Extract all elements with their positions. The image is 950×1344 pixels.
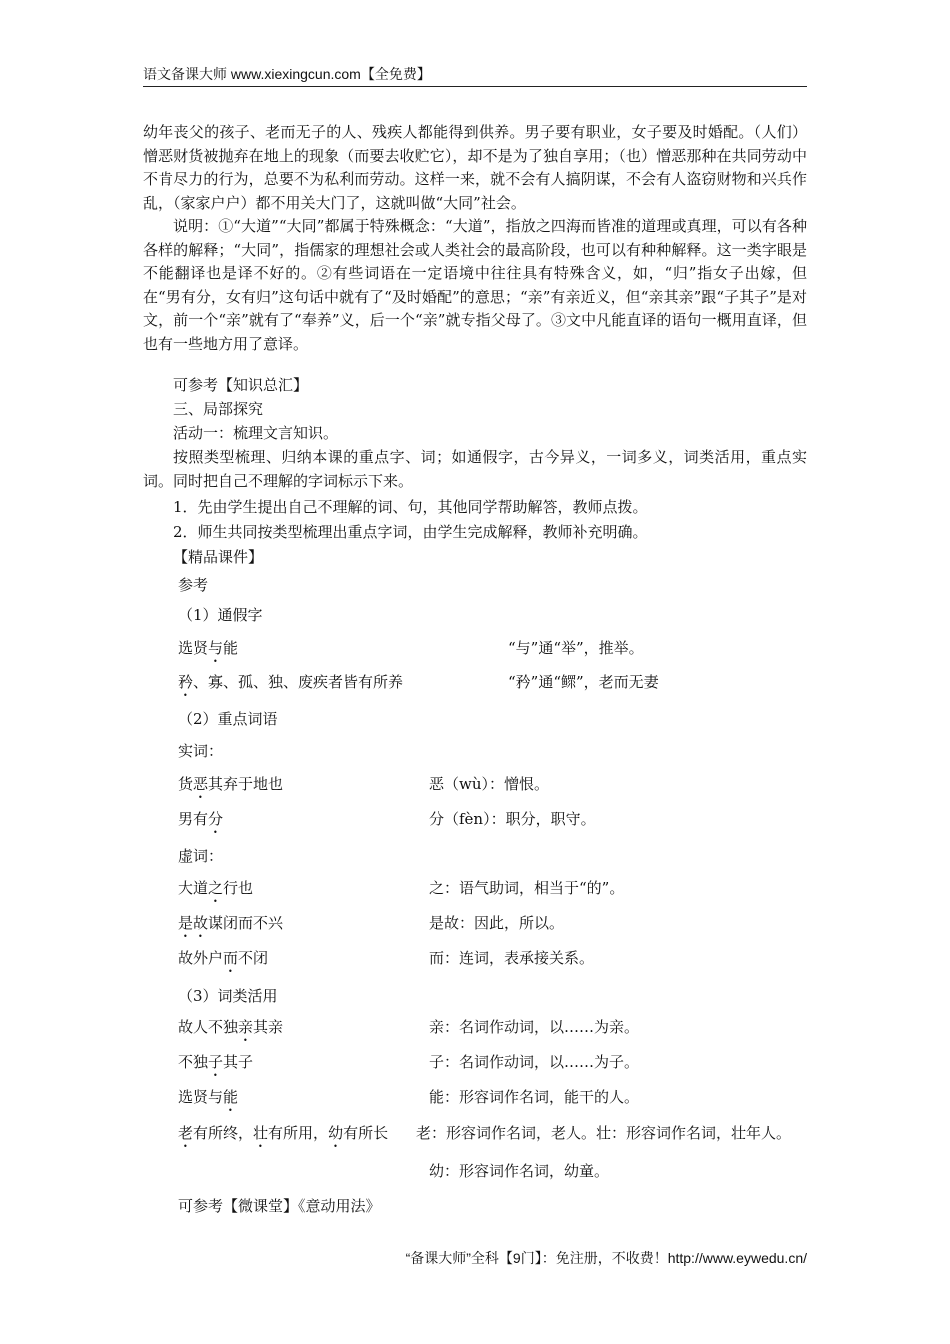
example-note: 子：名词作动词，以……为子。: [429, 1053, 640, 1071]
shici-label: 实词：: [178, 742, 224, 760]
example-note: 幼：形容词作名词，幼童。: [429, 1162, 610, 1180]
example-sentence: 不独子其子: [178, 1053, 254, 1071]
example-sentence: 老有所终，壮有所用，幼有所长: [178, 1124, 389, 1142]
example-sentence: 大道之行也: [178, 879, 254, 897]
tongjiazi-heading: （1）通假字: [178, 606, 263, 624]
example-note: 老：形容词作名词，老人。壮：形容词作名词，壮年人。: [416, 1124, 792, 1142]
activity-heading: 活动一：梳理文言知识。: [173, 424, 339, 442]
example-note: “与”通“举”，推举。: [508, 639, 644, 657]
page-header: 语文备课大师 www.xiexingcun.com【全免费】: [143, 66, 431, 82]
example-sentence: 货恶其弃于地也: [178, 775, 284, 793]
example-sentence: 男有分: [178, 810, 224, 828]
example-note: 恶（wù）：憎恨。: [429, 775, 550, 793]
keywords-heading: （2）重点词语: [178, 710, 278, 728]
example-sentence: 故外户而不闭: [178, 949, 269, 967]
translation-paragraph: 幼年丧父的孩子、老而无子的人、残疾人都能得到供养。男子要有职业，女子要及时婚配。（人们）憎恶财货被抛弃在地上的现象（而要去收贮它），却不是为了独自享用；（也）憎恶那种在共同劳动中不肯尽力的行为，总要不为私利而劳动。这样一来，就不会有人搞阴谋，不会有人盗窃财物和兴兵作乱，（家家户户）都不用关大门了，这就叫做“大同”社会。: [143, 123, 807, 212]
reference-knowledge-link[interactable]: 可参考【知识总汇】: [173, 376, 309, 394]
section-heading: 三、局部探究: [173, 400, 264, 418]
example-note: 是故：因此，所以。: [429, 914, 565, 932]
activity-paragraph: 按照类型梳理、归纳本课的重点字、词；如通假字，古今异义，一词多义，词类活用，重点实词。同时把自己不理解的字词标示下来。: [143, 448, 807, 490]
example-note: 能：形容词作名词，能干的人。: [429, 1088, 640, 1106]
step-1: 1．先由学生提出自己不理解的词、句，其他同学帮助解答，教师点拨。: [173, 498, 648, 516]
example-note: “矜”通“鳏”，老而无妻: [508, 673, 659, 691]
example-note: 而：连词，表承接关系。: [429, 949, 595, 967]
example-sentence: 故人不独亲其亲: [178, 1018, 284, 1036]
example-sentence: 是故谋闭而不兴: [178, 914, 284, 932]
explanation-paragraph: 说明：①“大道”“大同”都属于特殊概念：“大道”，指放之四海而皆准的道理或真理，可以有各种各样的解释；“大同”，指儒家的理想社会或人类社会的最高阶段，也可以有种种解释。这一类字眼是不能翻译也是译不好的。②有些词语在一定语境中往往具有特殊含义，如，“归”指女子出嫁，但在“男有分，女有归”这句话中就有了“及时婚配”的意思；“亲”有亲近义，但“亲其亲”跟“子其子”是对文，前一个“亲”就有了“奉养”义，后一个“亲”就专指父母了。③文中凡能直译的语句一概用直译，但也有一些地方用了意译。: [143, 217, 807, 353]
example-sentence: 矜、寡、孤、独、废疾者皆有所养: [178, 673, 404, 691]
header-divider: [143, 86, 807, 87]
example-sentence: 选贤与能: [178, 639, 239, 657]
step-2: 2．师生共同按类型梳理出重点字词，由学生完成解释，教师补充明确。: [173, 523, 648, 541]
example-note: 分（fèn）：职分，职守。: [429, 810, 596, 828]
example-note: 之：语气助词，相当于“的”。: [429, 879, 625, 897]
xuci-label: 虚词：: [178, 847, 224, 865]
wordclass-heading: （3）词类活用: [178, 987, 278, 1005]
courseware-label: 【精品课件】: [173, 548, 264, 566]
example-note: 亲：名词作动词，以……为亲。: [429, 1018, 640, 1036]
example-sentence: 选贤与能: [178, 1088, 239, 1106]
page-footer[interactable]: “备课大师”全科【9门】：免注册，不收费！http://www.eywedu.cn/: [405, 1250, 807, 1266]
reference-microclass-link[interactable]: 可参考【微课堂】《意动用法》: [178, 1197, 381, 1215]
reference-label: 参考: [178, 576, 209, 594]
